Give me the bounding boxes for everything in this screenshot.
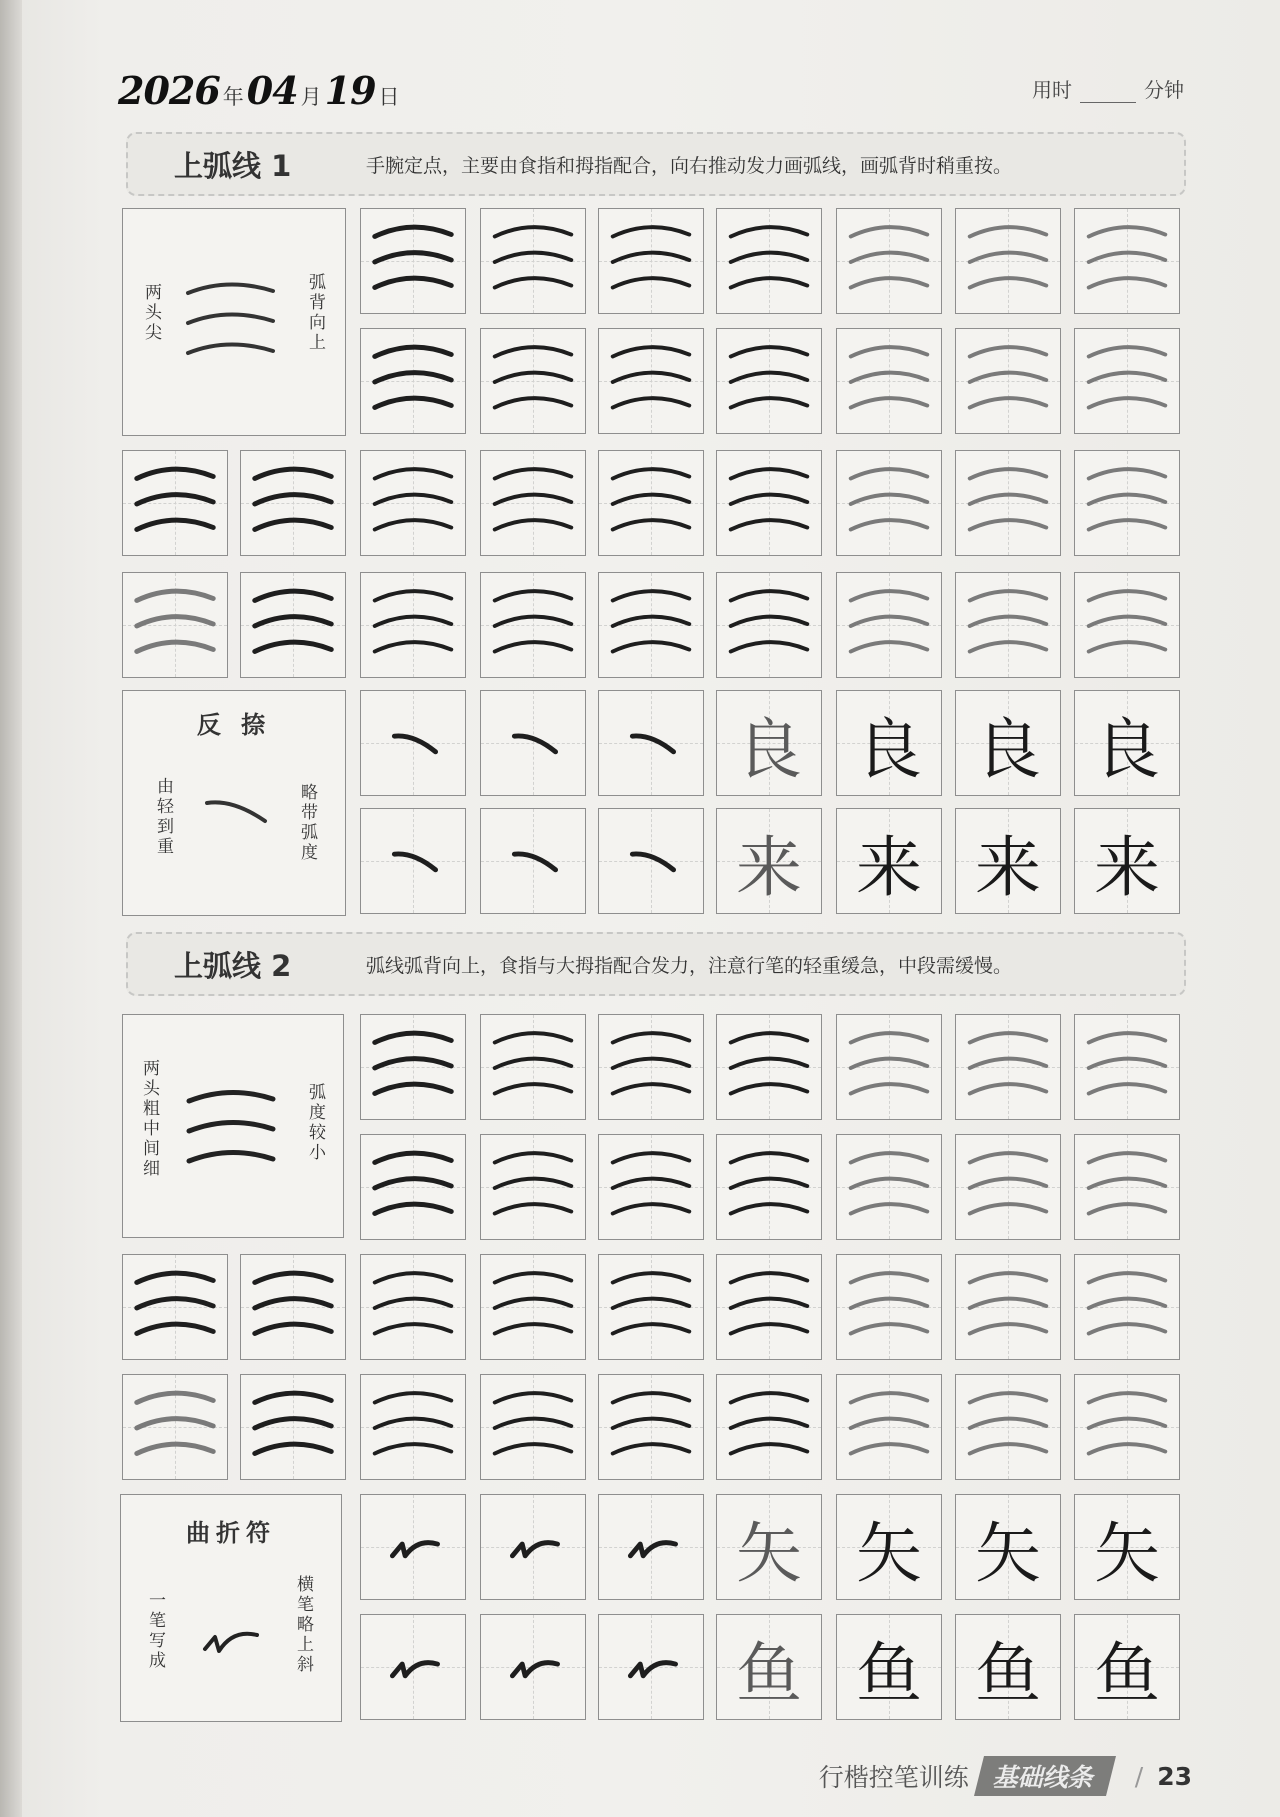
example2-left-note: 两头粗中间细 (139, 1059, 159, 1179)
section1-arc-cell[interactable] (360, 572, 466, 678)
section2-arc-cell[interactable] (955, 1254, 1061, 1360)
section2-arc-cell[interactable] (360, 1134, 466, 1240)
section2-arc-model-cell (240, 1374, 346, 1480)
section2-arc-cell[interactable] (1074, 1374, 1180, 1480)
practice-character: 来 (736, 828, 802, 906)
section1-banner (126, 132, 1186, 196)
section2-arc-model-cell (240, 1254, 346, 1360)
section1-arc-model-cell (240, 450, 346, 556)
book-title: 行楷控笔训练 (818, 1763, 969, 1792)
section2-arc-cell[interactable] (1074, 1134, 1180, 1240)
practice-character: 矢 (975, 1514, 1041, 1592)
arc-demo-strokes (183, 273, 283, 383)
section2-arc-cell[interactable] (955, 1014, 1061, 1120)
section1-char-cell[interactable] (836, 808, 942, 914)
section2-char-cell[interactable] (1074, 1614, 1180, 1720)
section2-arc-cell[interactable] (836, 1374, 942, 1480)
section1-arc-cell[interactable] (598, 572, 704, 678)
section1-stroke-cell[interactable] (480, 808, 586, 914)
section1-arc-cell[interactable] (360, 208, 466, 314)
section2-arc-cell[interactable] (716, 1374, 822, 1480)
example1-left-note: 两头尖 (141, 283, 161, 343)
chapter-tag: 基础线条 (974, 1756, 1116, 1796)
section2-arc-model-cell (122, 1254, 228, 1360)
example2-right-note: 弧度较小 (305, 1083, 325, 1163)
section1-arc-cell[interactable] (598, 450, 704, 556)
section2-arc-cell[interactable] (598, 1134, 704, 1240)
section2-arc-cell[interactable] (480, 1134, 586, 1240)
stroke2-left-note: 一笔写成 (145, 1591, 165, 1671)
section2-arc-cell[interactable] (360, 1014, 466, 1120)
section2-arc-cell[interactable] (955, 1374, 1061, 1480)
practice-character: 鱼 (1094, 1634, 1160, 1712)
section1-arc-cell[interactable] (480, 208, 586, 314)
section2-stroke-cell[interactable] (598, 1494, 704, 1600)
section2-arc-cell[interactable] (480, 1254, 586, 1360)
section2-stroke-cell[interactable] (480, 1614, 586, 1720)
section1-arc-cell[interactable] (1074, 572, 1180, 678)
section1-char-cell[interactable] (1074, 808, 1180, 914)
book-spine (0, 0, 22, 1817)
section2-title: 上弧线 2 (174, 949, 292, 983)
section1-stroke-cell[interactable] (360, 808, 466, 914)
section2-arc-cell[interactable] (716, 1254, 822, 1360)
section1-arc-model-cell (122, 572, 228, 678)
section2-arc-cell[interactable] (480, 1374, 586, 1480)
section1-char-cell[interactable] (955, 690, 1061, 796)
section1-arc-cell[interactable] (1074, 208, 1180, 314)
stroke2-title: 曲折符 (186, 1519, 276, 1547)
section1-char-cell[interactable] (716, 808, 822, 914)
practice-character: 来 (856, 828, 922, 906)
arc2-demo-strokes (185, 1083, 285, 1183)
section2-char-cell[interactable] (716, 1614, 822, 1720)
practice-character: 良 (736, 710, 802, 788)
section2-stroke-cell[interactable] (360, 1494, 466, 1600)
time-blank[interactable] (1080, 82, 1136, 103)
section2-stroke-cell[interactable] (598, 1614, 704, 1720)
day-value: 19 (324, 68, 376, 113)
stroke1-right-note: 略带弧度 (297, 783, 317, 863)
section1-arc-cell[interactable] (836, 450, 942, 556)
section1-arc-cell[interactable] (836, 208, 942, 314)
section1-stroke-cell[interactable] (598, 690, 704, 796)
section1-arc-cell[interactable] (716, 208, 822, 314)
section2-arc-cell[interactable] (1074, 1014, 1180, 1120)
example1-right-note: 弧背向上 (305, 273, 325, 353)
page-footer: 行楷控笔训练 基础线条 / 23 (819, 1756, 1192, 1796)
time-spent (1032, 74, 1184, 103)
month-value: 04 (246, 68, 298, 113)
section2-char-cell[interactable] (836, 1614, 942, 1720)
date-line (118, 68, 403, 112)
section1-arc-cell[interactable] (360, 328, 466, 434)
practice-character: 矢 (1094, 1514, 1160, 1592)
practice-character: 矢 (856, 1514, 922, 1592)
zigzag-demo-stroke (201, 1623, 271, 1663)
stroke1-left-note: 由轻到重 (153, 777, 173, 857)
section1-arc-cell[interactable] (836, 572, 942, 678)
section2-arc-cell[interactable] (360, 1374, 466, 1480)
stroke2-right-note: 横笔略上斜 (293, 1575, 313, 1675)
practice-character: 鱼 (856, 1634, 922, 1712)
section2-stroke-cell[interactable] (360, 1614, 466, 1720)
section2-arc-cell[interactable] (598, 1374, 704, 1480)
section2-stroke-box (120, 1494, 342, 1722)
practice-character: 鱼 (736, 1634, 802, 1712)
section1-arc-cell[interactable] (955, 328, 1061, 434)
section1-arc-cell[interactable] (480, 328, 586, 434)
time-label: 用时 (1032, 78, 1072, 102)
section2-char-cell[interactable] (716, 1494, 822, 1600)
section2-arc-cell[interactable] (480, 1014, 586, 1120)
time-unit: 分钟 (1144, 78, 1184, 102)
section1-stroke-cell[interactable] (360, 690, 466, 796)
section1-stroke-box (122, 690, 346, 916)
page-number: 23 (1157, 1761, 1192, 1791)
section2-arc-cell[interactable] (955, 1134, 1061, 1240)
section1-desc: 手腕定点，主要由食指和拇指配合，向右推动发力画弧线，画弧背时稍重按。 (366, 155, 1013, 177)
practice-character: 来 (975, 828, 1041, 906)
section1-arc-cell[interactable] (480, 572, 586, 678)
section2-banner (126, 932, 1186, 996)
section2-stroke-cell[interactable] (480, 1494, 586, 1600)
year-unit: 年 (222, 85, 244, 109)
section2-arc-cell[interactable] (716, 1014, 822, 1120)
section2-arc-cell[interactable] (836, 1254, 942, 1360)
day-unit: 日 (378, 85, 400, 109)
section1-arc-cell[interactable] (955, 572, 1061, 678)
section2-arc-cell[interactable] (716, 1134, 822, 1240)
section1-arc-cell[interactable] (360, 450, 466, 556)
section1-stroke-cell[interactable] (598, 808, 704, 914)
month-unit: 月 (300, 85, 322, 109)
section1-arc-cell[interactable] (955, 208, 1061, 314)
section1-arc-cell[interactable] (836, 328, 942, 434)
section1-arc-cell[interactable] (598, 208, 704, 314)
section1-arc-model-cell (240, 572, 346, 678)
practice-character: 良 (856, 710, 922, 788)
section2-char-cell[interactable] (955, 1614, 1061, 1720)
section2-arc-cell[interactable] (360, 1254, 466, 1360)
section1-stroke-cell[interactable] (480, 690, 586, 796)
fannie-demo-stroke (203, 791, 273, 831)
section1-example-box (122, 208, 346, 436)
section1-arc-cell[interactable] (480, 450, 586, 556)
section2-arc-cell[interactable] (836, 1134, 942, 1240)
section1-char-cell[interactable] (955, 808, 1061, 914)
section2-arc-cell[interactable] (598, 1254, 704, 1360)
section1-char-cell[interactable] (1074, 690, 1180, 796)
section2-arc-model-cell (122, 1374, 228, 1480)
section2-char-cell[interactable] (1074, 1494, 1180, 1600)
practice-character: 矢 (736, 1514, 802, 1592)
section1-arc-cell[interactable] (1074, 450, 1180, 556)
section1-arc-cell[interactable] (716, 450, 822, 556)
section2-arc-cell[interactable] (1074, 1254, 1180, 1360)
section2-arc-cell[interactable] (598, 1014, 704, 1120)
practice-character: 良 (1094, 710, 1160, 788)
section1-arc-cell[interactable] (1074, 328, 1180, 434)
section1-arc-model-cell (122, 450, 228, 556)
section1-char-cell[interactable] (836, 690, 942, 796)
section1-char-cell[interactable] (716, 690, 822, 796)
section1-arc-cell[interactable] (716, 572, 822, 678)
section1-arc-cell[interactable] (598, 328, 704, 434)
practice-character: 良 (975, 710, 1041, 788)
practice-character: 鱼 (975, 1634, 1041, 1712)
section2-char-cell[interactable] (955, 1494, 1061, 1600)
year-value: 2026 (118, 68, 220, 113)
practice-character: 来 (1094, 828, 1160, 906)
section1-title: 上弧线 1 (174, 149, 292, 183)
stroke1-title: 反 捺 (196, 711, 272, 739)
section1-arc-cell[interactable] (955, 450, 1061, 556)
section2-desc: 弧线弧背向上，食指与大拇指配合发力，注意行笔的轻重缓急，中段需缓慢。 (366, 955, 1013, 977)
section2-arc-cell[interactable] (836, 1014, 942, 1120)
section2-example-box (122, 1014, 344, 1238)
section2-char-cell[interactable] (836, 1494, 942, 1600)
section1-arc-cell[interactable] (716, 328, 822, 434)
